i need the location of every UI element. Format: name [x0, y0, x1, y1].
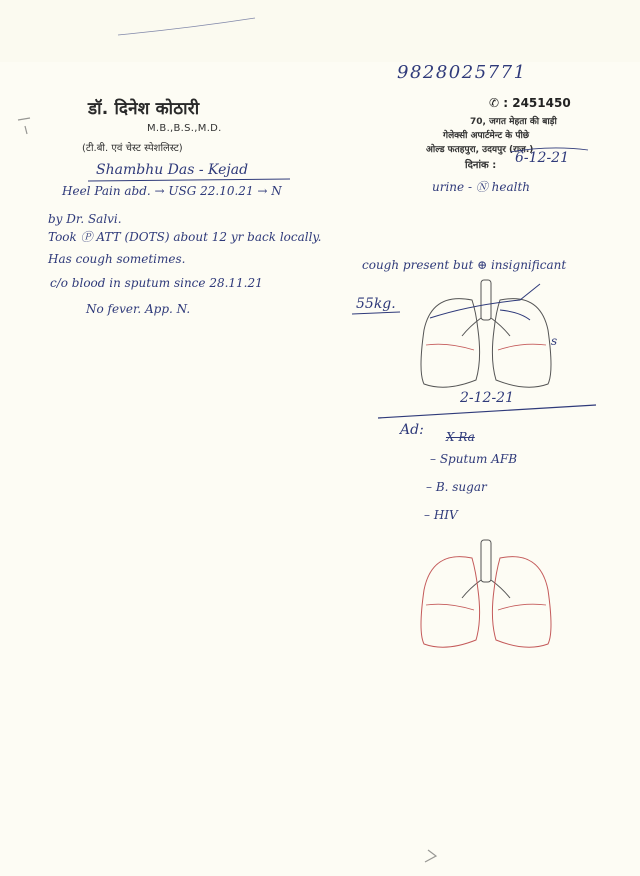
cough-note: cough present but ⊕ insignificant	[362, 258, 567, 272]
address-line-3: ओल्ड फतहपुरा, उदयपुर (राज.)	[426, 145, 534, 155]
note-line-5: c/o blood in sputum since 28.11.21	[50, 276, 263, 290]
advice-item-text: B. sugar	[435, 480, 487, 494]
weight-note: 55kg.	[356, 296, 396, 312]
patient-name: Shambhu Das - Kejad	[96, 162, 249, 178]
clinic-phone: : 2451450	[503, 96, 571, 110]
weight-underline	[352, 312, 400, 314]
note-line-2: by Dr. Salvi.	[48, 212, 122, 226]
date-scribble	[510, 148, 588, 152]
lung-diagram-lower	[421, 540, 551, 647]
handwritten-phone-number: 9828025771	[397, 62, 527, 83]
doctor-specialty: (टी.बी. एवं चेस्ट स्पेशलिस्ट)	[82, 143, 183, 154]
address-line-2: गेलेक्सी अपार्टमेन्ट के पीछे	[443, 131, 530, 141]
doctor-degrees: M.B.,B.S.,M.D.	[147, 123, 222, 134]
second-date: 2-12-21	[460, 390, 514, 406]
date-value: 6-12-21	[515, 150, 569, 166]
address-line-1: 70, जगत मेहता की बाड़ी	[470, 117, 557, 127]
note-line-6: No fever. App. N.	[86, 302, 191, 316]
phone-icon: ✆	[489, 96, 500, 110]
note-line-1: Heel Pain abd. → USG 22.10.21 → N	[62, 184, 282, 198]
section-separator	[378, 405, 596, 418]
advice-item: – HIV	[424, 508, 458, 522]
note-line-4: Has cough sometimes.	[48, 252, 186, 266]
advice-item-text: Sputum AFB	[439, 452, 518, 466]
date-label: दिनांक :	[465, 160, 497, 171]
patient-underline	[88, 179, 290, 181]
lung-side-mark: s	[551, 334, 558, 348]
advice-item: – Sputum AFB	[430, 452, 518, 466]
lung-diagram-upper	[421, 280, 551, 387]
note-line-1-right: urine - Ⓝ health	[432, 180, 531, 194]
note-line-3: Took Ⓟ ATT (DOTS) about 12 yr back locally.	[48, 230, 322, 244]
doctor-name: डॉ. दिनेश कोठारी	[88, 99, 200, 119]
advice-item: – B. sugar	[426, 480, 487, 494]
advice-struck: X Ra	[446, 430, 475, 444]
advice-item-text: HIV	[433, 508, 458, 522]
advice-label: Ad:	[400, 422, 424, 438]
